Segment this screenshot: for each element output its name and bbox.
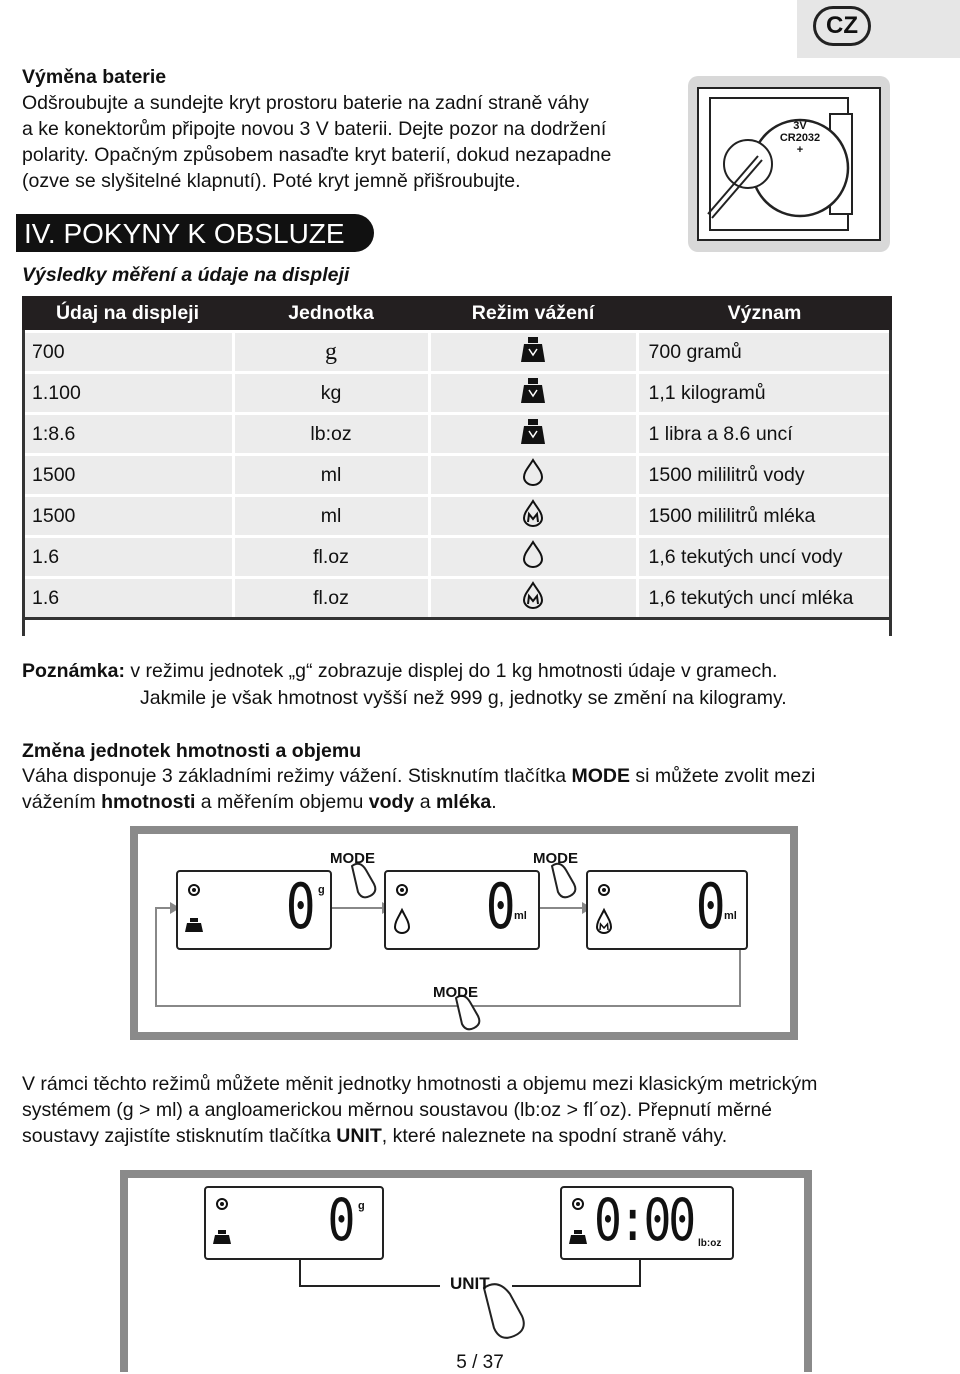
battery-line-1: Odšroubujte a sundejte kryt prostoru baterie na zadní straně váhy <box>22 92 589 114</box>
note-line-1 <box>22 658 777 684</box>
cell-value: 700 <box>22 332 233 373</box>
table-row <box>22 578 892 619</box>
weight-icon <box>520 335 546 363</box>
weight-icon <box>520 417 546 445</box>
mode-button-label-3: MODE <box>433 984 478 1001</box>
system-line-3 <box>22 1123 727 1149</box>
cell-unit: fl.oz <box>233 537 429 578</box>
lcd-weight <box>176 870 332 950</box>
header-meaning: Význam <box>637 296 892 332</box>
cell-mode <box>429 578 637 619</box>
header-unit: Jednotka <box>233 296 429 332</box>
lcd-unit: lb:oz <box>698 1238 722 1249</box>
units-text: si můžete zvolit mezi <box>630 765 816 787</box>
cell-meaning: 1,6 tekutých uncí vody <box>637 537 892 578</box>
cell-mode <box>429 414 637 455</box>
table-row <box>22 537 892 578</box>
unit-button-label: UNIT <box>450 1274 490 1293</box>
milk-drop-icon <box>522 581 544 609</box>
display-table <box>22 296 892 620</box>
cell-unit: lb:oz <box>233 414 429 455</box>
header-mode: Režim vážení <box>429 296 637 332</box>
lcd-unit: g <box>358 1200 365 1212</box>
note-text-1: v režimu jednotek „g“ zobrazuje displej do 1 kg hmotnosti údaje v gramech. <box>124 660 778 682</box>
mode-diagram <box>130 826 798 1040</box>
lcd-unit: g <box>318 884 325 896</box>
battery-line-2: a ke konektorům připojte novou 3 V baterii. Dejte pozor na dodržení <box>22 118 607 140</box>
mode-button-label-1: MODE <box>330 850 375 867</box>
battery-compartment-drawing <box>688 76 890 252</box>
page-number: 5 / 37 <box>456 1352 504 1373</box>
cell-mode <box>429 373 637 414</box>
cell-mode <box>429 332 637 373</box>
water-drop-icon <box>522 540 544 568</box>
system-line-2: systémem (g > ml) a angloamerickou měrnou soustavou (lb:oz > fl´oz). Přepnutí měrné <box>22 1099 772 1121</box>
unit-word: UNIT <box>336 1125 382 1147</box>
cell-meaning: 1 libra a 8.6 uncí <box>637 414 892 455</box>
cell-type: CR2032 <box>779 132 821 144</box>
lcd-water <box>384 870 540 950</box>
cell-unit: fl.oz <box>233 578 429 619</box>
units-heading: Změna jednotek hmotnosti a objemu <box>22 740 362 762</box>
battery-line-4: (ozve se slyšitelné klapnutí). Poté kryt jemně přišroubujte. <box>22 170 521 192</box>
lcd-icons <box>184 880 206 940</box>
cell-mode <box>429 455 637 496</box>
lcd-icons <box>594 880 616 940</box>
cell-voltage: 3V <box>793 120 807 132</box>
cell-value: 1:8.6 <box>22 414 233 455</box>
units-line-2 <box>22 789 497 815</box>
header-display: Údaj na displeji <box>22 296 233 332</box>
lcd-icons <box>568 1194 590 1252</box>
cell-value: 1.6 <box>22 537 233 578</box>
cell-value: 1500 <box>22 455 233 496</box>
units-text: a <box>414 791 436 813</box>
cell-unit: ml <box>233 455 429 496</box>
mode-button-label-2: MODE <box>533 850 578 867</box>
lcd-digits: 0:00 <box>594 1186 693 1254</box>
water-word: vody <box>368 791 415 813</box>
cell-mode <box>429 496 637 537</box>
lcd-icons <box>392 880 414 940</box>
cell-meaning: 1500 mililitrů vody <box>637 455 892 496</box>
unit-diagram <box>120 1170 812 1372</box>
battery-heading: Výměna baterie <box>22 66 167 88</box>
units-text: a měřením objemu <box>195 791 369 813</box>
lcd-icons <box>212 1194 234 1252</box>
lcd-digit: 0 <box>327 1186 356 1254</box>
lcd-unit: ml <box>724 910 737 922</box>
lcd-digit: 0 <box>485 870 516 943</box>
cell-meaning: 1,1 kilogramů <box>637 373 892 414</box>
weight-word: hmotnosti <box>101 791 196 813</box>
weight-icon <box>520 376 546 404</box>
lcd-imperial <box>560 1186 734 1260</box>
lcd-milk <box>586 870 748 950</box>
units-text: vážením <box>22 791 102 813</box>
cell-unit: ml <box>233 496 429 537</box>
battery-line-3: polarity. Opačným způsobem nasaďte kryt baterií, dokud nezapadne <box>22 144 612 166</box>
cell-unit: kg <box>233 373 429 414</box>
cell-meaning: 1500 mililitrů mléka <box>637 496 892 537</box>
cell-unit: g <box>233 332 429 373</box>
table-title: Výsledky měření a údaje na displeji <box>22 264 350 286</box>
note-line-2: Jakmile je však hmotnost vyšší než 999 g, jednotky se změní na kilogramy. <box>140 687 787 709</box>
units-text: . <box>491 791 497 813</box>
note-label: Poznámka: <box>22 660 125 682</box>
cell-value: 1500 <box>22 496 233 537</box>
lcd-unit: ml <box>514 910 527 922</box>
lcd-digit: 0 <box>695 870 726 943</box>
battery-cell-label <box>772 120 828 156</box>
cell-value: 1.100 <box>22 373 233 414</box>
cell-polarity: + <box>796 144 804 156</box>
table-row <box>22 373 892 414</box>
units-line-1 <box>22 763 815 789</box>
system-text: , které naleznete na spodní straně váhy. <box>381 1125 728 1147</box>
cell-meaning: 1,6 tekutých uncí mléka <box>637 578 892 619</box>
lcd-digit: 0 <box>285 870 316 943</box>
water-drop-icon <box>522 458 544 486</box>
table-row <box>22 496 892 537</box>
cell-mode <box>429 537 637 578</box>
units-text: Váha disponuje 3 základními režimy vážení. Stisknutím tlačítka <box>22 765 572 787</box>
system-text: soustavy zajistíte stisknutím tlačítka <box>22 1125 337 1147</box>
lcd-metric <box>204 1186 384 1260</box>
milk-word: mléka <box>435 791 492 813</box>
cell-value: 1.6 <box>22 578 233 619</box>
system-line-1: V rámci těchto režimů můžete měnit jednotky hmotnosti a objemu mezi klasickým metrickým <box>22 1073 818 1095</box>
table-row <box>22 455 892 496</box>
section-title: IV. POKYNY K OBSLUZE <box>16 214 374 252</box>
mode-word: MODE <box>571 765 631 787</box>
language-badge: CZ <box>813 6 871 46</box>
table-header-row <box>22 296 892 332</box>
table-row <box>22 414 892 455</box>
cell-meaning: 700 gramů <box>637 332 892 373</box>
battery-illustration <box>688 76 890 252</box>
table-row <box>22 332 892 373</box>
milk-drop-icon <box>522 499 544 527</box>
